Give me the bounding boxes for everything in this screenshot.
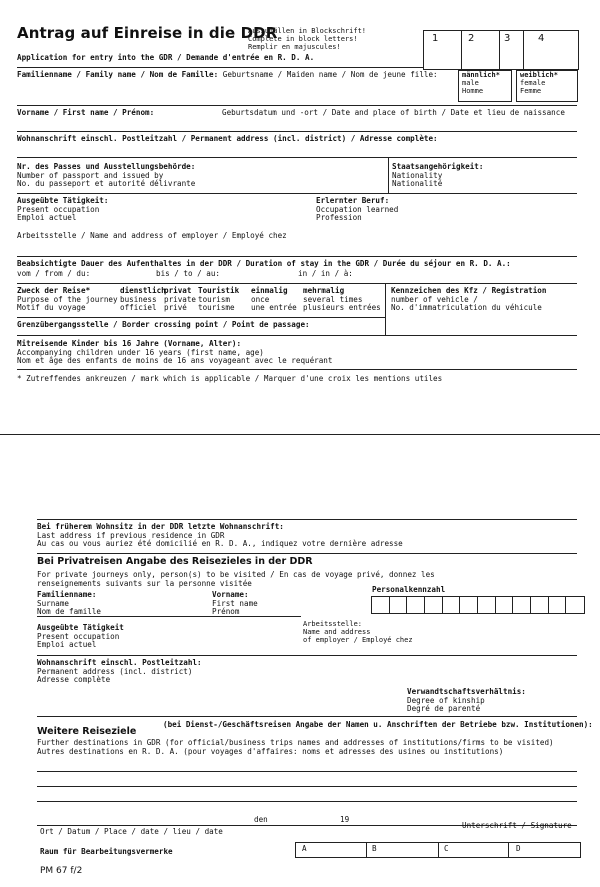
box-d: D bbox=[516, 844, 521, 853]
kinship-label: Verwandtschaftsverhältnis: Degree of kinship Degré de parenté bbox=[407, 687, 526, 714]
signature-label: Unterschrift / Signature bbox=[462, 821, 572, 830]
processing-label: Raum für Bearbeitungsvermerke bbox=[40, 847, 173, 856]
first-name-label: Vorname / First name / Prénom: bbox=[17, 108, 155, 117]
box-a: A bbox=[302, 844, 307, 853]
id-cell-divider bbox=[424, 596, 425, 613]
form-title: Antrag auf Einreise in die DDR bbox=[17, 24, 278, 42]
box-b: B bbox=[372, 844, 377, 853]
id-cell-divider bbox=[512, 596, 513, 613]
tourism-option[interactable]: Touristik tourism tourisme bbox=[198, 286, 240, 313]
birth-label: Geburtsdatum und -ort / Date and place of birth / Date et lieu de naissance bbox=[222, 108, 565, 117]
form-subtitle: Application for entry into the GDR / Demande d'entrée en R. D. A. bbox=[17, 53, 315, 62]
visit-surname-label: Familienname: Surname Nom de famille bbox=[37, 590, 102, 617]
once-option[interactable]: einmalig once une entrée bbox=[251, 286, 297, 313]
from-label: vom / from / du: bbox=[17, 269, 91, 278]
purpose-label: Zweck der Reise* Purpose of the journey Motif du voyage bbox=[17, 286, 118, 313]
id-cell-divider bbox=[495, 596, 496, 613]
id-cell-divider bbox=[530, 596, 531, 613]
box-c: C bbox=[444, 844, 449, 853]
place-date-label: Ort / Datum / Place / date / lieu / date bbox=[40, 827, 223, 836]
children-label: Mitreisende Kinder bis 16 Jahre (Vorname, Alter): Accompanying children under 16 years (first name, age) Nom et âge des enfants de moins de 16 ans voyageant avec le requérant bbox=[17, 339, 333, 366]
private-option[interactable]: privat private privé bbox=[164, 286, 197, 313]
female-label: weiblich* female Femme bbox=[520, 71, 558, 96]
den-label: den bbox=[254, 815, 268, 824]
id-number-boxes[interactable] bbox=[371, 596, 585, 614]
copy-box-2: 2 bbox=[468, 33, 475, 44]
year-label: 19 bbox=[340, 815, 350, 824]
id-cell-divider bbox=[459, 596, 460, 613]
occupation-label: Ausgeübte Tätigkeit: Present occupation Emploi actuel bbox=[17, 196, 109, 223]
male-label: männlich* male Homme bbox=[462, 71, 500, 96]
address-label: Wohnanschrift einschl. Postleitzahl / Permanent address (incl. district) / Adresse complète: bbox=[17, 134, 438, 143]
in-label: in / in / à: bbox=[298, 269, 353, 278]
border-label: Grenzübergangsstelle / Border crossing point / Point de passage: bbox=[17, 320, 310, 329]
vehicle-label: Kennzeichen des Kfz / Registration number of vehicle / No. d'immatriculation du véhicule bbox=[391, 286, 547, 313]
profession-label: Erlernter Beruf: Occupation learned Profession bbox=[316, 196, 399, 223]
several-option[interactable]: mehrmalig several times plusieurs entrées bbox=[303, 286, 381, 313]
private-title: Bei Privatreisen Angabe des Reisezieles in der DDR bbox=[37, 556, 313, 567]
visit-employer-label: Arbeitsstelle: Name and address of employer / Employé chez bbox=[303, 620, 413, 645]
visit-occupation-label: Ausgeübte Tätigkeit Present occupation Emploi actuel bbox=[37, 623, 124, 650]
id-number-label: Personalkennzahl bbox=[372, 585, 446, 594]
form-id: PM 67 f/2 bbox=[40, 866, 83, 876]
visit-address-label: Wohnanschrift einschl. Postleitzahl: Permanent address (incl. district) Adresse complète bbox=[37, 658, 202, 685]
business-option[interactable]: dienstlich business officiel bbox=[120, 286, 166, 313]
copy-boxes bbox=[423, 30, 579, 70]
destinations-subtitle: Further destinations in GDR (for official/business trips names and addresses of institutions/firms to be visited) Autres destinations en R. D. A. (pour voyages d'affaires: noms et adresses des usines ou institutions) bbox=[37, 738, 554, 756]
footnote: * Zutreffendes ankreuzen / mark which is applicable / Marquer d'une croix les mentions utiles bbox=[17, 374, 443, 383]
last-address-label: Bei früherem Wohnsitz in der DDR letzte Wohnanschrift: Last address if previous residence in GDR Au cas ou vous auriez été domicilié en R. D. A., indiquez votre dernière adresse bbox=[37, 522, 403, 549]
passport-label: Nr. des Passes und Ausstellungsbehörde: Number of passport and issued by No. du passeport et autorité délivrante bbox=[17, 162, 196, 189]
instructions: Auszufüllen in Blockschrift! Complete in block letters! Remplir en majuscules! bbox=[248, 27, 367, 52]
destinations-title: Weitere Reiseziele bbox=[37, 726, 137, 737]
id-cell-divider bbox=[406, 596, 407, 613]
nationality-label: Staatsangehörigkeit: Nationality Nationalité bbox=[392, 162, 484, 189]
id-cell-divider bbox=[477, 596, 478, 613]
private-subtitle: For private journeys only, person(s) to be visited / En cas de voyage privé, donnez les renseignements suivants sur la personne visitée bbox=[37, 570, 435, 588]
tear-line bbox=[0, 434, 600, 435]
id-cell-divider bbox=[548, 596, 549, 613]
family-name-label: Familienname / Family name / Nom de Famille: Geburtsname / Maiden name / Nom de jeune fille: bbox=[17, 70, 438, 79]
destinations-note: (bei Dienst-/Geschäftsreisen Angabe der Namen u. Anschriften der Betriebe bzw. Institutionen): bbox=[163, 720, 593, 729]
to-label: bis / to / au: bbox=[156, 269, 221, 278]
id-cell-divider bbox=[442, 596, 443, 613]
id-cell-divider bbox=[389, 596, 390, 613]
id-cell-divider bbox=[565, 596, 566, 613]
visit-firstname-label: Vorname: First name Prénom bbox=[212, 590, 258, 617]
copy-box-1: 1 bbox=[432, 33, 439, 44]
copy-box-3: 3 bbox=[504, 33, 511, 44]
employer-label: Arbeitsstelle / Name and address of employer / Employé chez bbox=[17, 231, 287, 240]
copy-box-4: 4 bbox=[538, 33, 545, 44]
duration-label: Beabsichtigte Dauer des Aufenthaltes in der DDR / Duration of stay in the GDR / Durée du séjour en R. D. A.: bbox=[17, 259, 511, 268]
